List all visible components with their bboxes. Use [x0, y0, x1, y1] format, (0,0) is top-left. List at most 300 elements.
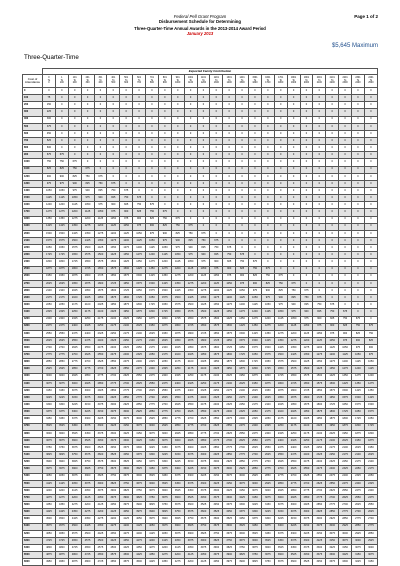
award-cell: 900 [94, 195, 107, 202]
efc-range-label: 1401 [239, 76, 245, 79]
award-cell: 0 [364, 309, 377, 316]
award-cell: 2775 [223, 445, 236, 452]
award-cell: 2175 [120, 330, 133, 337]
award-cell: 0 [261, 187, 274, 194]
coa-value: 4300 [23, 395, 43, 402]
award-cell: 2025 [197, 359, 210, 366]
award-cell: 900 [120, 209, 133, 216]
award-cell: 0 [158, 137, 171, 144]
award-cell: 3750 [133, 487, 146, 494]
award-cell: 1200 [197, 280, 210, 287]
award-cell: 3600 [146, 480, 159, 487]
award-cell: 0 [249, 166, 262, 173]
award-cell: 3375 [43, 409, 56, 416]
award-cell: 1650 [249, 352, 262, 359]
award-cell: 4200 [81, 502, 94, 509]
award-cell: 0 [184, 159, 197, 166]
efc-column-header [120, 75, 133, 88]
award-cell: 3000 [249, 480, 262, 487]
award-cell: 3525 [133, 466, 146, 473]
award-cell: 3225 [171, 459, 184, 466]
award-cell: 0 [120, 180, 133, 187]
award-cell: 3225 [68, 402, 81, 409]
coa-value: 5800 [23, 502, 43, 509]
award-cell: 0 [339, 223, 352, 230]
award-cell: 3375 [313, 552, 326, 559]
award-cell: 0 [261, 223, 274, 230]
award-cell: 0 [210, 95, 223, 102]
award-cell: 0 [94, 145, 107, 152]
award-cell: 3525 [81, 437, 94, 444]
award-cell: 1425 [313, 366, 326, 373]
award-cell: 1425 [364, 395, 377, 402]
efc-range-label: 1300 [213, 82, 219, 85]
award-cell: 750 [287, 287, 300, 294]
award-cell: 675 [210, 237, 223, 244]
award-cell: 900 [158, 230, 171, 237]
award-cell: 825 [313, 309, 326, 316]
award-cell: 0 [313, 173, 326, 180]
award-cell: 0 [210, 180, 223, 187]
award-cell: 0 [171, 123, 184, 130]
award-cell: 3000 [171, 437, 184, 444]
award-cell: 0 [287, 102, 300, 109]
award-cell: 0 [364, 137, 377, 144]
award-cell: 3300 [287, 530, 300, 537]
award-cell: 0 [339, 245, 352, 252]
award-cell: 2475 [133, 366, 146, 373]
efc-column-header [55, 75, 68, 88]
award-cell: 0 [94, 109, 107, 116]
award-cell: 3975 [120, 502, 133, 509]
award-cell: 1650 [146, 295, 159, 302]
award-cell: 4800 [55, 545, 68, 552]
award-cell: 0 [158, 159, 171, 166]
award-cell: 1500 [249, 337, 262, 344]
award-cell: 3150 [158, 445, 171, 452]
award-cell: 0 [158, 130, 171, 137]
award-cell: 0 [274, 237, 287, 244]
award-cell: 0 [197, 116, 210, 123]
award-cell: 2100 [55, 287, 68, 294]
award-cell: 2925 [274, 487, 287, 494]
award-cell: 3600 [223, 523, 236, 530]
award-cell: 3450 [249, 523, 262, 530]
award-cell: 0 [300, 216, 313, 223]
award-cell: 1950 [81, 287, 94, 294]
award-cell: 0 [364, 130, 377, 137]
award-cell: 2025 [326, 430, 339, 437]
award-cell: 3825 [158, 509, 171, 516]
award-cell: 3075 [197, 459, 210, 466]
award-cell: 900 [313, 316, 326, 323]
award-cell: 2325 [210, 395, 223, 402]
award-cell: 2475 [55, 323, 68, 330]
award-cell: 1650 [55, 245, 68, 252]
award-cell: 2550 [326, 480, 339, 487]
award-cell: 750 [364, 330, 377, 337]
award-cell: 3375 [326, 559, 339, 566]
award-cell: 750 [120, 195, 133, 202]
award-cell: 3825 [120, 487, 133, 494]
table-row [23, 295, 378, 302]
award-cell: 0 [236, 245, 249, 252]
award-cell: 4275 [146, 545, 159, 552]
award-cell: 2175 [107, 323, 120, 330]
award-cell: 0 [120, 159, 133, 166]
award-cell: 1425 [171, 287, 184, 294]
award-cell: 4125 [146, 530, 159, 537]
award-cell: 0 [158, 109, 171, 116]
award-cell: 0 [326, 295, 339, 302]
award-cell: 0 [197, 152, 210, 159]
award-cell: 0 [274, 173, 287, 180]
award-cell: 0 [300, 88, 313, 95]
award-cell: 3300 [236, 502, 249, 509]
award-cell: 0 [339, 152, 352, 159]
award-cell: 0 [249, 209, 262, 216]
award-cell: 4875 [55, 552, 68, 559]
award-cell: 675 [326, 302, 339, 309]
award-cell: 3675 [43, 437, 56, 444]
award-cell: 2625 [300, 473, 313, 480]
efc-column-header [43, 75, 56, 88]
award-cell: 3600 [249, 537, 262, 544]
efc-range-label: To [202, 79, 205, 82]
award-cell: 3675 [274, 559, 287, 566]
award-cell: 3000 [352, 537, 365, 544]
award-cell: 1275 [120, 245, 133, 252]
award-cell: 1275 [107, 237, 120, 244]
award-cell: 1650 [158, 302, 171, 309]
award-cell: 2250 [249, 409, 262, 416]
efc-range-label: To [73, 79, 76, 82]
award-cell: 1575 [210, 323, 223, 330]
award-cell: 1875 [120, 302, 133, 309]
award-cell: 0 [236, 166, 249, 173]
award-cell: 2775 [274, 473, 287, 480]
award-cell: 1050 [261, 302, 274, 309]
award-cell: 1200 [287, 330, 300, 337]
award-cell: 0 [133, 145, 146, 152]
award-cell: 975 [133, 223, 146, 230]
efc-range-label: To [318, 79, 321, 82]
award-cell: 0 [261, 152, 274, 159]
award-cell: 2100 [81, 302, 94, 309]
award-cell: 1500 [223, 323, 236, 330]
award-cell: 0 [274, 209, 287, 216]
award-cell: 3375 [133, 452, 146, 459]
award-cell: 2400 [68, 323, 81, 330]
table-row [23, 530, 378, 537]
award-cell: 750 [94, 180, 107, 187]
award-cell: 3000 [133, 416, 146, 423]
coa-value: 2200 [23, 245, 43, 252]
award-cell: 3375 [261, 523, 274, 530]
award-cell: 3975 [184, 537, 197, 544]
award-cell: 2625 [352, 502, 365, 509]
award-cell: 1950 [94, 295, 107, 302]
award-cell: 2475 [81, 337, 94, 344]
coa-value: 700 [23, 137, 43, 144]
award-cell: 2025 [223, 373, 236, 380]
award-cell: 0 [339, 287, 352, 294]
award-cell: 0 [261, 123, 274, 130]
award-cell: 1575 [364, 409, 377, 416]
award-cell: 2475 [223, 416, 236, 423]
award-cell: 1575 [171, 302, 184, 309]
coa-value: 6000 [23, 516, 43, 523]
award-cell: 900 [364, 345, 377, 352]
award-cell: 2175 [313, 437, 326, 444]
table-row [23, 166, 378, 173]
award-cell: 0 [146, 123, 159, 130]
efc-range-label: 2200 [329, 82, 335, 85]
award-cell: 3750 [55, 445, 68, 452]
award-cell: 0 [223, 209, 236, 216]
award-cell: 4275 [133, 537, 146, 544]
award-cell: 1800 [68, 266, 81, 273]
award-cell: 2925 [313, 509, 326, 516]
award-cell: 1125 [55, 195, 68, 202]
award-cell: 0 [313, 266, 326, 273]
award-cell: 2475 [313, 466, 326, 473]
table-row [23, 302, 378, 309]
efc-range-label: To [369, 79, 373, 82]
award-cell: 1125 [43, 195, 56, 202]
award-cell: 4125 [94, 502, 107, 509]
efc-range-label: To [240, 79, 244, 82]
award-cell: 0 [68, 95, 81, 102]
award-cell: 0 [339, 237, 352, 244]
award-cell: 0 [364, 166, 377, 173]
efc-column-header [352, 75, 365, 88]
award-cell: 2250 [133, 345, 146, 352]
award-cell: 3750 [158, 502, 171, 509]
coa-value: 3500 [23, 337, 43, 344]
efc-range-label: 900 [162, 82, 167, 85]
efc-range-label: 601 [137, 76, 141, 79]
award-cell: 0 [274, 116, 287, 123]
table-row [23, 152, 378, 159]
award-cell: 1725 [158, 309, 171, 316]
award-cell: 2475 [261, 437, 274, 444]
award-cell: 4425 [43, 509, 56, 516]
award-cell: 2700 [171, 409, 184, 416]
award-cell: 2100 [120, 323, 133, 330]
award-cell: 1575 [133, 280, 146, 287]
efc-column-header [223, 75, 236, 88]
award-cell: 225 [43, 109, 56, 116]
award-cell: 2700 [287, 473, 300, 480]
award-cell: 2175 [68, 302, 81, 309]
award-cell: 0 [55, 102, 68, 109]
award-cell: 0 [287, 187, 300, 194]
award-cell: 0 [364, 280, 377, 287]
award-cell: 1350 [236, 316, 249, 323]
award-cell: 2775 [236, 452, 249, 459]
award-cell: 3825 [249, 559, 262, 566]
award-cell: 2475 [171, 387, 184, 394]
award-cell: 1950 [261, 387, 274, 394]
award-cell: 1125 [81, 209, 94, 216]
award-cell: 3900 [146, 509, 159, 516]
award-cell: 4200 [43, 487, 56, 494]
award-cell: 4500 [81, 530, 94, 537]
award-cell: 3225 [107, 423, 120, 430]
award-cell: 1275 [339, 366, 352, 373]
award-cell: 3075 [158, 437, 171, 444]
table-row [23, 88, 378, 95]
award-cell: 900 [352, 337, 365, 344]
award-cell: 0 [249, 245, 262, 252]
award-cell: 0 [133, 173, 146, 180]
award-cell: 2775 [81, 366, 94, 373]
award-cell: 2250 [184, 373, 197, 380]
award-cell: 0 [133, 95, 146, 102]
award-cell: 1875 [339, 423, 352, 430]
efc-range-label: 0 [48, 82, 50, 85]
award-cell: 2100 [326, 437, 339, 444]
award-cell: 2475 [94, 345, 107, 352]
table-row [23, 130, 378, 137]
award-cell: 0 [133, 109, 146, 116]
award-cell: 3450 [43, 416, 56, 423]
award-cell: 3225 [43, 395, 56, 402]
award-cell: 0 [197, 102, 210, 109]
award-cell: 0 [197, 223, 210, 230]
award-cell: 0 [300, 152, 313, 159]
award-cell: 2775 [300, 487, 313, 494]
award-cell: 0 [261, 102, 274, 109]
table-row [23, 95, 378, 102]
award-cell: 2550 [146, 380, 159, 387]
award-cell: 675 [313, 295, 326, 302]
award-cell: 0 [352, 123, 365, 130]
award-cell: 2850 [249, 466, 262, 473]
award-cell: 3450 [171, 480, 184, 487]
coa-value: 6400 [23, 545, 43, 552]
award-cell: 0 [236, 216, 249, 223]
award-cell: 0 [313, 202, 326, 209]
award-cell: 4425 [81, 523, 94, 530]
award-cell: 4275 [158, 552, 171, 559]
award-cell: 2775 [43, 352, 56, 359]
award-cell: 0 [261, 145, 274, 152]
award-cell: 0 [107, 130, 120, 137]
award-cell: 2775 [120, 387, 133, 394]
award-cell: 4050 [55, 473, 68, 480]
award-cell: 0 [236, 223, 249, 230]
table-row [23, 516, 378, 523]
efc-range-label: To [86, 79, 89, 82]
award-cell: 1425 [184, 295, 197, 302]
award-cell: 3900 [158, 516, 171, 523]
award-cell: 825 [94, 187, 107, 194]
title-block [100, 14, 300, 36]
award-cell: 1350 [261, 330, 274, 337]
award-cell: 0 [249, 152, 262, 159]
award-cell: 4200 [94, 509, 107, 516]
award-cell: 3750 [146, 495, 159, 502]
award-cell: 0 [158, 195, 171, 202]
award-cell: 0 [364, 209, 377, 216]
award-cell: 3450 [274, 537, 287, 544]
award-cell: 0 [287, 130, 300, 137]
efc-column-header [326, 75, 339, 88]
award-cell: 1200 [133, 245, 146, 252]
award-cell: 2025 [81, 295, 94, 302]
award-cell: 1650 [261, 359, 274, 366]
award-cell: 0 [249, 130, 262, 137]
award-cell: 1125 [274, 316, 287, 323]
award-cell: 2850 [261, 473, 274, 480]
coa-value: 3100 [23, 309, 43, 316]
table-row [23, 452, 378, 459]
coa-value: 600 [23, 130, 43, 137]
award-cell: 1125 [158, 252, 171, 259]
award-cell: 3525 [158, 480, 171, 487]
award-cell: 0 [313, 88, 326, 95]
coa-value: 1500 [23, 195, 43, 202]
award-cell: 0 [287, 237, 300, 244]
award-cell: 2175 [364, 466, 377, 473]
award-cell: 0 [339, 95, 352, 102]
award-cell: 1575 [120, 273, 133, 280]
award-cell: 0 [223, 137, 236, 144]
award-cell: 1200 [326, 352, 339, 359]
efc-range-label: 1101 [200, 76, 206, 79]
award-cell: 2325 [287, 437, 300, 444]
award-cell: 2550 [300, 466, 313, 473]
award-cell: 2100 [107, 316, 120, 323]
award-cell: 1875 [107, 295, 120, 302]
award-cell: 0 [146, 180, 159, 187]
award-cell: 1200 [55, 202, 68, 209]
award-cell: 900 [274, 295, 287, 302]
award-cell: 0 [107, 123, 120, 130]
award-cell: 0 [236, 88, 249, 95]
award-cell: 4350 [158, 559, 171, 566]
award-cell: 4125 [197, 559, 210, 566]
award-cell: 825 [249, 273, 262, 280]
efc-range-label: 701 [150, 76, 154, 79]
award-cell: 3075 [171, 445, 184, 452]
award-cell: 1950 [210, 359, 223, 366]
award-cell: 4725 [68, 545, 81, 552]
award-cell: 1650 [313, 387, 326, 394]
award-cell: 1125 [339, 352, 352, 359]
award-cell: 0 [352, 245, 365, 252]
award-cell: 0 [120, 109, 133, 116]
award-cell: 1650 [287, 373, 300, 380]
award-cell: 3225 [158, 452, 171, 459]
award-cell: 2325 [94, 330, 107, 337]
award-cell: 4650 [68, 537, 81, 544]
award-cell: 2625 [313, 480, 326, 487]
award-cell: 2775 [197, 430, 210, 437]
maximum-award: $5,645 Maximum [331, 43, 378, 49]
efc-range-label: To [189, 79, 192, 82]
award-cell: 750 [249, 266, 262, 273]
award-cell: 3975 [158, 523, 171, 530]
award-cell: 1275 [68, 216, 81, 223]
award-cell: 0 [171, 152, 184, 159]
award-cell: 0 [300, 159, 313, 166]
award-cell: 0 [352, 159, 365, 166]
efc-range-label: 1900 [291, 82, 297, 85]
efc-range-label: 1100 [188, 82, 194, 85]
